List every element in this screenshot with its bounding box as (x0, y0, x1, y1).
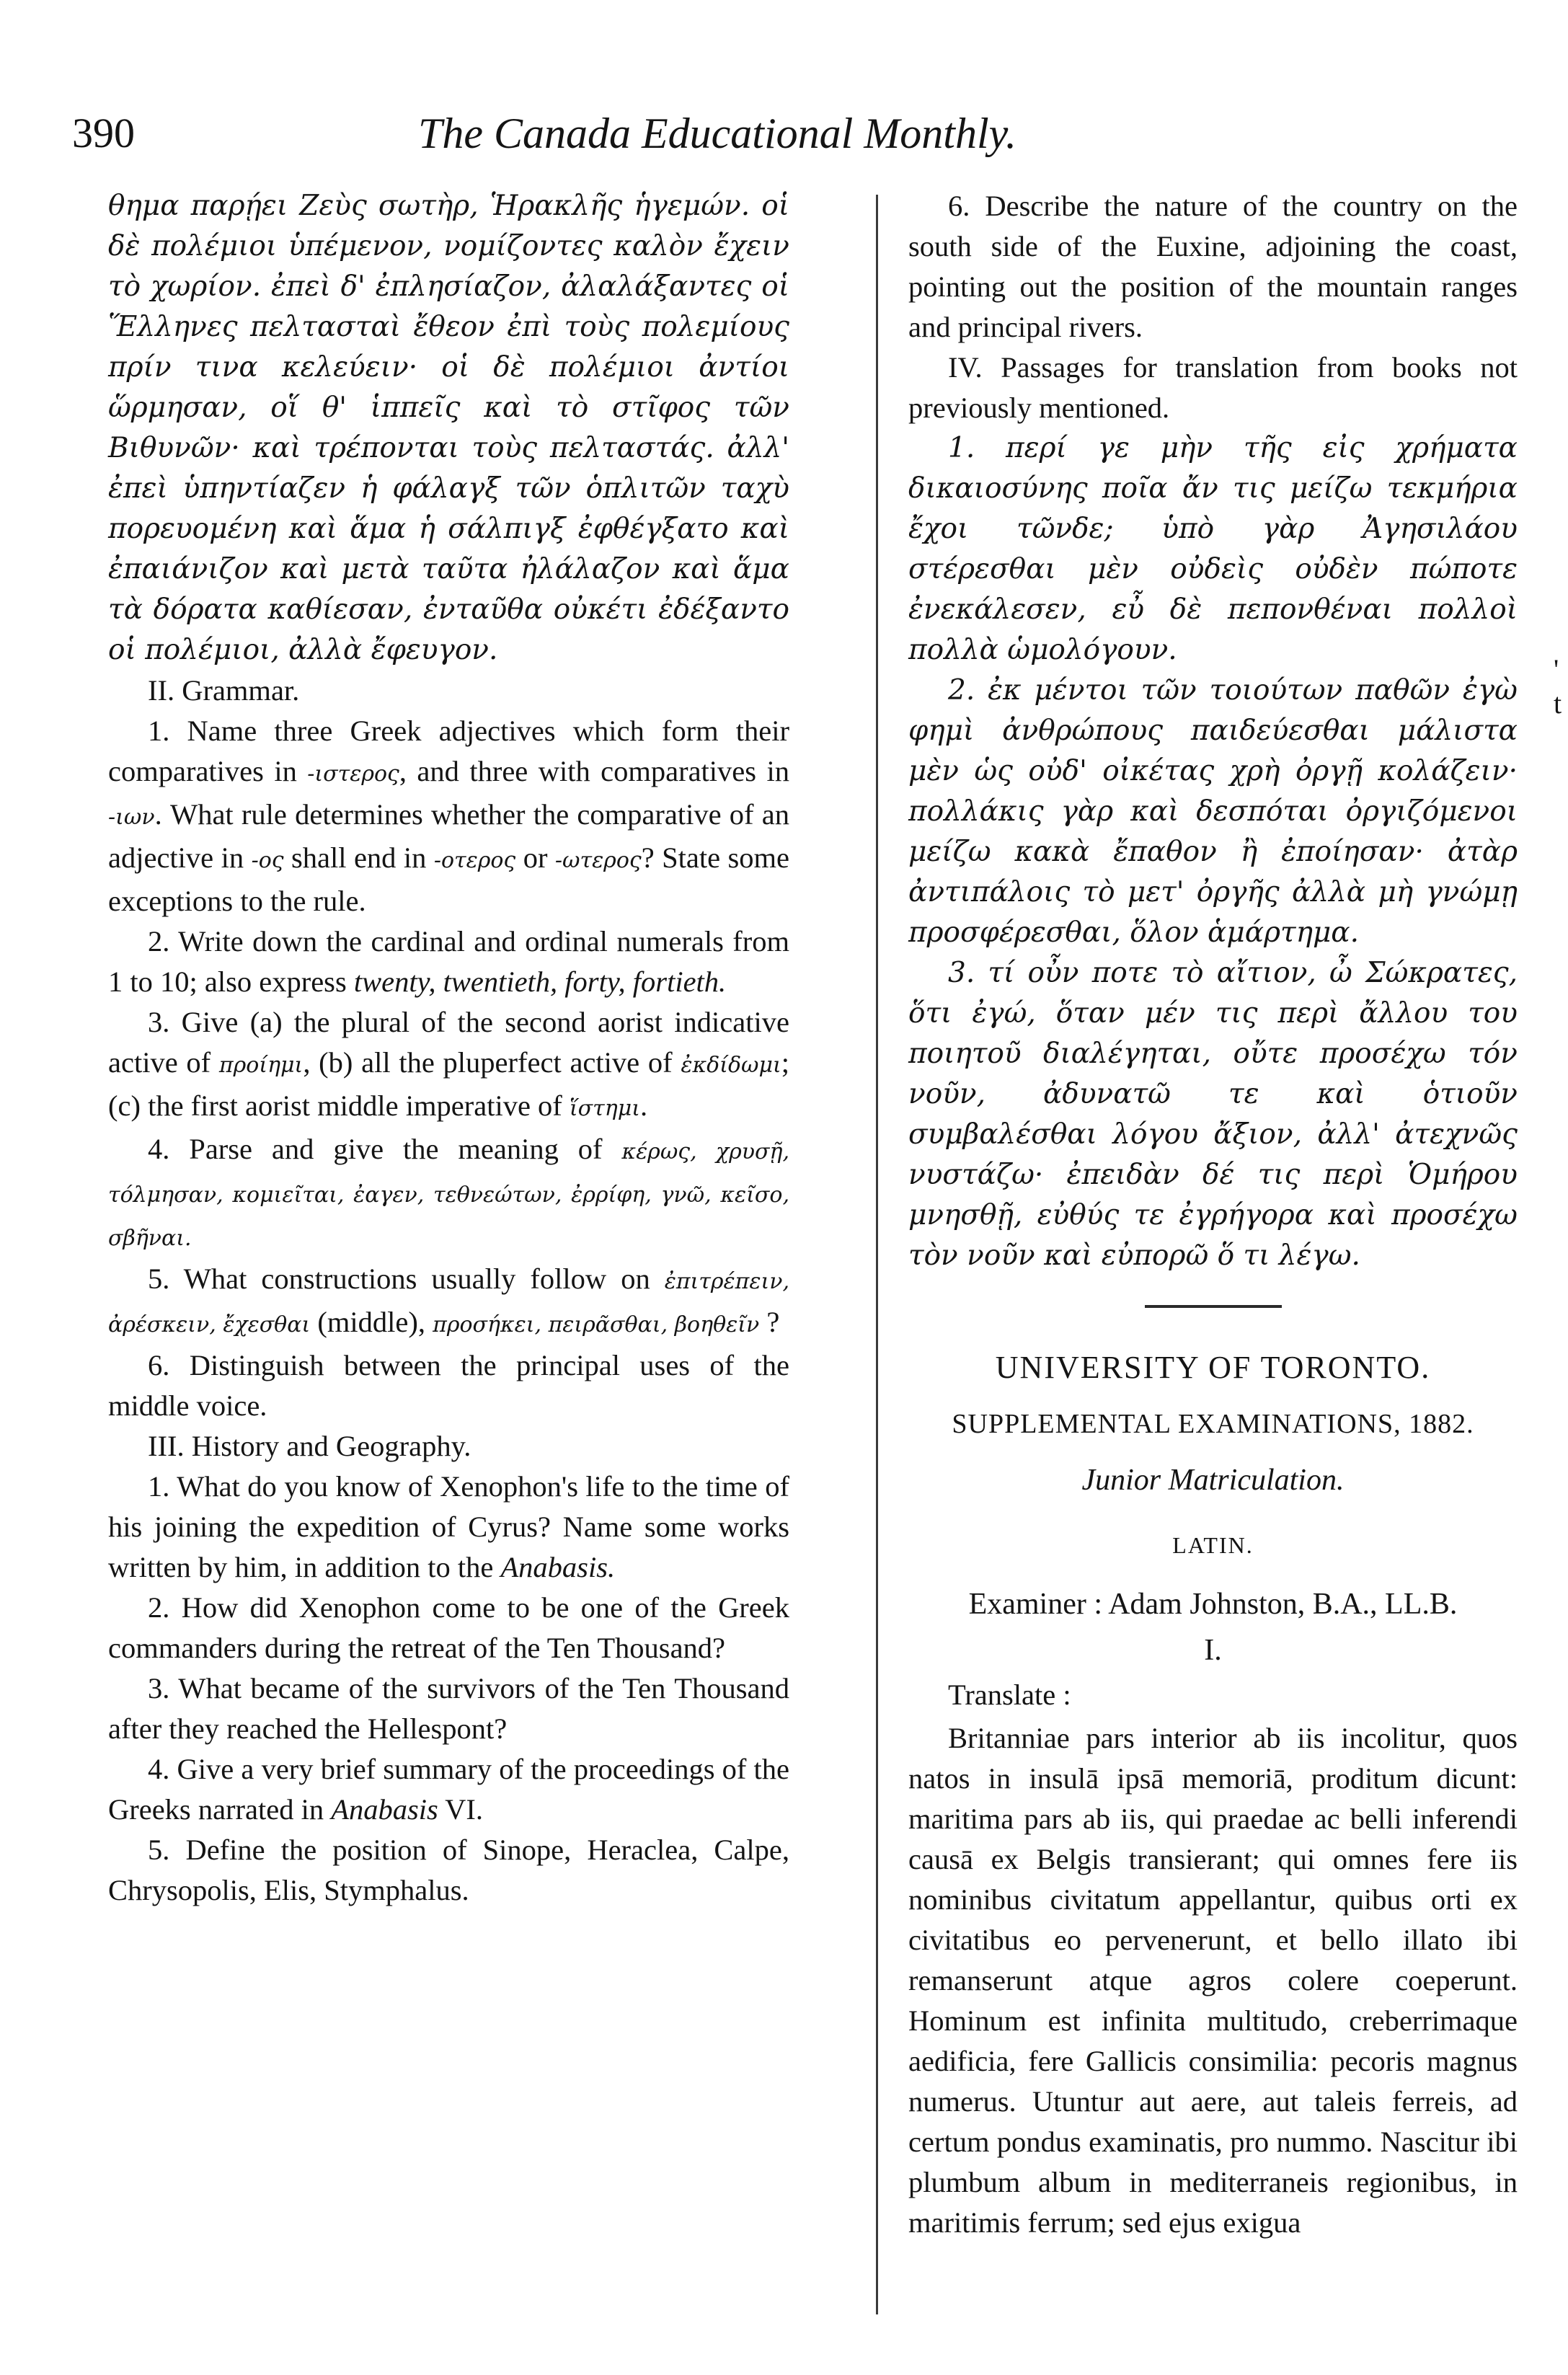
running-title: The Canada Educational Monthly. (418, 110, 1016, 157)
junior-matriculation-heading: Junior Matriculation. (1081, 1464, 1345, 1497)
grammar-question-6: 6. Distinguish between the principal uses of the middle voice. (108, 1349, 789, 1422)
greek-passage-2: 2. ἐκ μέντοι τῶν τοιούτων παθῶν ἐγὼ φημὶ ἀνθρώπους παιδεύεσθαι μάλιστα μὲν ὡς οὐδ' οἰκέτας χρὴ ὀργῇ κολάζειν· πολλάκις γὰρ καὶ δεσπόται ὀργιζόμενοι μείζω κακὰ ἔπαθον ἢ ἐποίησαν· ἀτὰρ ἀντιπάλοις τὸ μετ' ὀργῆς ἀλλὰ μὴ γνώμῃ προσφέρεσθαι, ὅλον ἁμάρτημα. (908, 674, 1518, 949)
right-column (908, 186, 1518, 2243)
part-number: I. (1204, 1634, 1222, 1667)
column-divider (876, 195, 878, 2314)
university-heading: UNIVERSITY OF TORONTO. (995, 1350, 1431, 1385)
left-column (108, 186, 789, 1911)
page-header (72, 108, 1211, 159)
examiner-line: Examiner : Adam Johnston, B.A., LL.B. (968, 1588, 1458, 1621)
geography-question-6: 6. Describe the nature of the country on the south side of the Euxine, adjoining the coast, pointing out the position of the mountain ranges and principal rivers. (908, 190, 1518, 343)
greek-passage: θημα παρῄει Ζεὺς σωτὴρ, Ἡρακλῆς ἡγεμών. οἱ δὲ πολέμιοι ὑπέμενον, νομίζοντες καλὸν ἔχειν τὸ χωρίον. ἐπεὶ δ' ἐπλησίαζον, ἀλαλάξαντες οἱ Ἕλληνες πελτασταὶ ἔθεον ἐπὶ τοὺς πολεμίους πρίν τινα κελεύειν· οἱ δὲ πολέμιοι ἀντίοι ὥρμησαν, οἵ θ' ἱππεῖς καὶ τὸ στῖφος τῶν Βιθυνῶν· καὶ τρέπονται τοὺς πελταστάς. ἀλλ' ἐπεὶ ὑπηντίαζεν ἡ φάλαγξ τῶν ὁπλιτῶν ταχὺ πορευομένη καὶ ἅμα ἡ σάλπιγξ ἐφθέγξατο καὶ ἐπαιάνιζον καὶ μετὰ ταῦτα ἠλάλαζον καὶ ἅμα τὰ δόρατα καθίεσαν, ἐνταῦθα οὐκέτι ἐδέξαντο οἱ πολέμιοι, ἀλλὰ ἔφευγον. (108, 190, 789, 666)
history-question-4: 4. Give a very brief summary of the proceedings of the Greeks narrated in Anabasis VI. (108, 1753, 789, 1826)
grammar-question-3: 3. Give (a) the plural of the second aorist indicative active of προίημι, (b) all the pluperfect active of ἐκδίδωμι; (c) the first aorist middle imperative of ἵστημι. (108, 1006, 789, 1122)
grammar-question-4: 4. Parse and give the meaning of κέρως, χρυσῇ, τόλμησαν, κομιεῖται, ἐαγεν, τεθνεώτων, ἐρρίφη, γνῶ, κεῖσο, σβῆναι. (108, 1133, 789, 1251)
supplemental-heading: SUPPLEMENTAL EXAMINATIONS, 1882. (952, 1409, 1474, 1439)
section-heading-passages: IV. Passages for translation from books not previously mentioned. (908, 351, 1518, 424)
grammar-question-2: 2. Write down the cardinal and ordinal numerals from 1 to 10; also express twenty, twentieth, forty, fortieth. (108, 925, 789, 998)
subject-heading: LATIN. (1172, 1532, 1254, 1558)
page-number: 390 (72, 110, 135, 156)
history-question-2: 2. How did Xenophon come to be one of the Greek commanders during the retreat of the Ten Thousand? (108, 1591, 789, 1664)
translate-label: Translate : (948, 1679, 1071, 1711)
grammar-question-1: 1. Name three Greek adjectives which form their comparatives in -ιστερος, and three with comparatives in -ιων. What rule determines whether the comparative of an adjective in -ος shall end in -οτερος or -ωτερος? State some exceptions to the rule. (108, 715, 790, 917)
history-question-1: 1. What do you know of Xenophon's life to the time of his joining the expedition of Cyrus? Name some works written by him, in addition to the Anabasis. (108, 1470, 789, 1583)
history-question-3: 3. What became of the survivors of the Ten Thousand after they reached the Hellespont? (108, 1672, 789, 1745)
latin-passage: Britanniae pars interior ab iis incolitur, quos natos in insulā ipsā memoriā, proditum dicunt: maritima pars ab iis, qui praedae ac belli inferendi causā ex Belgis transierant; qui omnes fere iis nominibus civitatum appellantur, quibus orti ex civitatibus eo pervenerunt, et bello illato ibi remanserunt atque agros colere coeperunt. Hominum est infinita multitudo, creberrimaque aedificia, fere Gallicis consimilia: pecoris magnus numerus. Utuntur aut aere, aut taleis ferreis, ad certum pondus examinatis, pro nummo. Nascitur ibi plumbum album in mediterraneis regionibus, in maritimis ferrum; sed ejus exigua (908, 1722, 1518, 2239)
grammar-question-5: 5. What constructions usually follow on ἐπιτρέπειν, ἀρέσκειν, ἔχεσθαι (middle), προσήκει, πειρᾶσθαι, βοηθεῖν ? (108, 1262, 789, 1338)
section-divider (1145, 1305, 1282, 1308)
greek-passage-1: 1. περί γε μὴν τῆς εἰς χρήματα δικαιοσύνης ποῖα ἄν τις μείζω τεκμήρια ἔχοι τῶνδε; ὑπὸ γὰρ Ἀγησιλάου στέρεσθαι μὲν οὐδεὶς οὐδὲν πώποτε ἐνεκάλεσεν, εὖ δὲ πεπονθέναι πολλοὶ πολλὰ ὡμολόγουν. (908, 432, 1518, 666)
section-heading-grammar: II. Grammar. (148, 674, 300, 707)
margin-mark: ' t (1554, 653, 1562, 720)
greek-passage-3: 3. τί οὖν ποτε τὸ αἴτιον, ὦ Σώκρατες, ὅτι ἐγώ, ὅταν μέν τις περὶ ἄλλου του ποιητοῦ διαλέγηται, οὔτε προσέχω τόν νοῦν, ἀδυνατῶ τε καὶ ὁτιοῦν συμβαλέσθαι λόγου ἄξιον, ἀλλ' ἀτεχνῶς νυστάζω· ἐπειδὰν δέ τις περὶ Ὁμήρου μνησθῇ, εὐθύς τε ἐγρήγορα καὶ προσέχω τὸν νοῦν καὶ εὐπορῶ ὅ τι λέγω. (908, 957, 1518, 1272)
history-question-5: 5. Define the position of Sinope, Heraclea, Calpe, Chrysopolis, Elis, Stymphalus. (108, 1834, 789, 1906)
section-heading-history: III. History and Geography. (148, 1430, 471, 1462)
